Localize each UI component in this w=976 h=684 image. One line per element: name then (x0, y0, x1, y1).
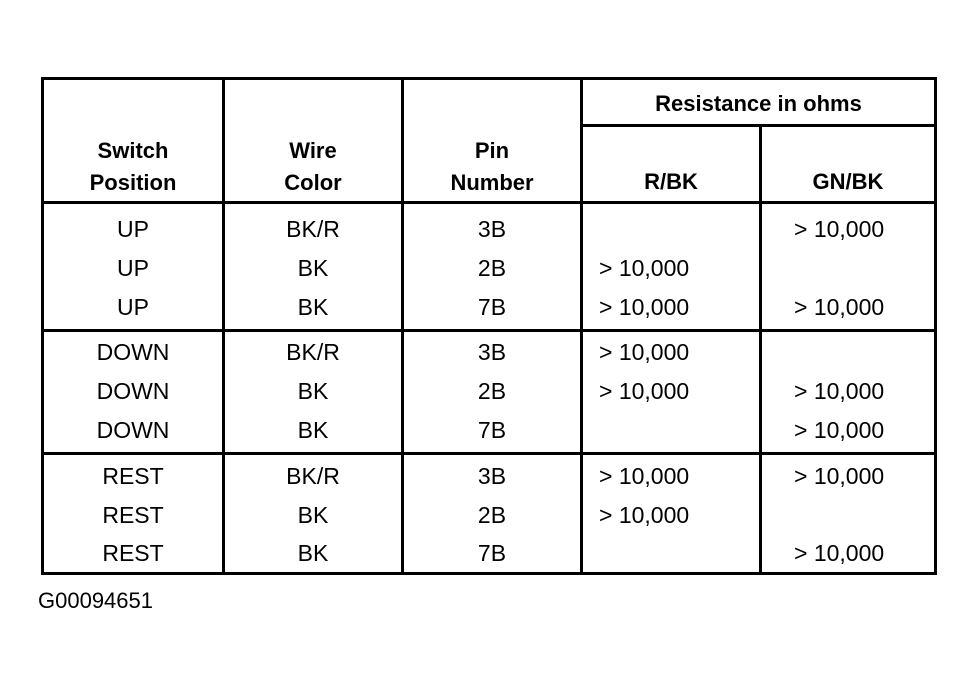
table-cell-gnbk: > 10,000 (794, 540, 885, 566)
table-cell-pin: 3B (477, 463, 507, 489)
table-cell-wire: BK/R (286, 339, 340, 365)
table-cell-pin: 7B (477, 540, 507, 566)
table-cell-wire: BK (297, 417, 329, 443)
header-resistance-group: Resistance in ohms (655, 91, 862, 116)
table-cell-pos: UP (117, 216, 149, 242)
column-divider (580, 80, 583, 572)
table-cell-gnbk: > 10,000 (794, 378, 885, 404)
resistance-table (41, 77, 937, 575)
header-line: Wire (289, 138, 337, 163)
table-cell-pin: 3B (477, 339, 507, 365)
table-cell-wire: BK (297, 378, 329, 404)
table-cell-rbk: > 10,000 (599, 294, 690, 320)
header-divider (44, 201, 934, 204)
table-cell-pin: 3B (477, 216, 507, 242)
header-line: Pin (474, 138, 510, 163)
table-cell-gnbk: > 10,000 (794, 216, 885, 242)
header-line: Number (450, 170, 534, 195)
table-cell-wire: BK (297, 294, 329, 320)
figure-id: G00094651 (38, 588, 153, 613)
table-cell-wire: BK (297, 502, 329, 528)
table-cell-rbk: > 10,000 (599, 502, 690, 528)
table-cell-pin: 7B (477, 294, 507, 320)
table-cell-pos: UP (117, 255, 149, 281)
header-wire-color (225, 135, 401, 199)
table-cell-pos: DOWN (96, 378, 170, 404)
table-cell-rbk: > 10,000 (599, 378, 690, 404)
header-line: Position (89, 170, 177, 195)
table-cell-pos: REST (102, 540, 164, 566)
section-divider (44, 452, 934, 455)
table-cell-pos: REST (102, 463, 164, 489)
table-cell-pos: UP (117, 294, 149, 320)
table-cell-wire: BK/R (286, 216, 340, 242)
table-cell-rbk: > 10,000 (599, 339, 690, 365)
header-pin-number (404, 135, 580, 199)
table-cell-wire: BK/R (286, 463, 340, 489)
table-cell-pos: DOWN (96, 417, 170, 443)
table-cell-gnbk: > 10,000 (794, 417, 885, 443)
table-cell-rbk: > 10,000 (599, 255, 690, 281)
header-line: Color (284, 170, 342, 195)
table-cell-gnbk: > 10,000 (794, 294, 885, 320)
table-cell-wire: BK (297, 540, 329, 566)
table-cell-pin: 2B (477, 502, 507, 528)
header-line: Switch (97, 138, 169, 163)
table-cell-pos: DOWN (96, 339, 170, 365)
group-header-divider (580, 124, 934, 127)
section-divider (44, 329, 934, 332)
header-r-bk: R/BK (644, 169, 698, 194)
header-switch-position (44, 135, 222, 199)
table-cell-pin: 2B (477, 255, 507, 281)
table-cell-wire: BK (297, 255, 329, 281)
table-cell-pos: REST (102, 502, 164, 528)
table-cell-pin: 2B (477, 378, 507, 404)
table-cell-rbk: > 10,000 (599, 463, 690, 489)
header-gn-bk: GN/BK (812, 169, 884, 194)
table-cell-gnbk: > 10,000 (794, 463, 885, 489)
table-cell-pin: 7B (477, 417, 507, 443)
